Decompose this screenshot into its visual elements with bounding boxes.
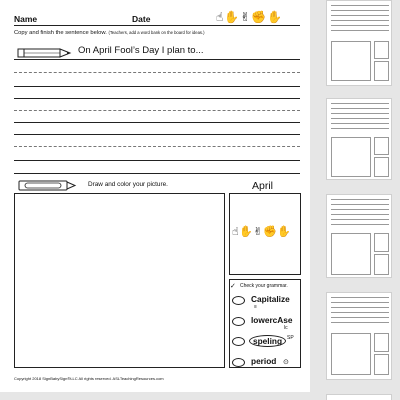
grammar-word: period [251,356,277,366]
writing-line [14,86,300,87]
page-thumbnail[interactable] [326,98,392,180]
name-label: Name [14,14,38,24]
instruction-note: (Teachers, add a word bank on the board for ideas.) [108,30,205,35]
page-thumbnail-strip[interactable] [318,0,400,400]
page-thumbnail[interactable] [326,292,392,380]
grammar-mark: ⊙ [283,359,289,366]
circle-icon [232,296,245,305]
draw-instruction: Draw and color your picture. [88,181,168,188]
grammar-check-label: Check your grammar. [240,283,288,289]
drawing-box [14,193,225,368]
copyright-text: Copyright 2018 SignBabySign®LLC All rights reserved. ASLTeachingResources.com [14,376,164,381]
crayon-icon [17,180,77,191]
circle-icon [232,358,245,367]
instruction-text [14,30,205,36]
sentence-prompt: On April Fool’s Day I plan to... [78,45,204,56]
page-thumbnail[interactable] [326,194,392,278]
writing-line [14,134,300,135]
page-thumbnail[interactable] [326,0,392,86]
circle-icon [232,337,245,346]
writing-line [14,59,300,60]
month-label: April [252,180,274,192]
grammar-mark: SP [287,335,294,341]
page-thumbnail[interactable] [326,394,392,400]
grammar-word: Capitalize [251,294,290,304]
writing-line [14,98,300,99]
writing-line [14,173,300,174]
grammar-word: speling [249,335,286,347]
writing-line [14,160,300,161]
date-label: Date [132,14,151,24]
writing-line [14,122,300,123]
pencil-icon [17,47,73,59]
writing-guide-line [14,110,300,111]
grammar-word: lowercAse [251,315,293,325]
header-underline [14,25,300,26]
instruction-main: Copy and finish the sentence below. [14,30,107,36]
check-icon: ✓ [230,282,236,290]
asl-fingerspelling-month: ☝✋✌✊✋ [232,225,292,238]
writing-guide-line [14,146,300,147]
asl-fingerspelling-top: ☝✋✌✊✋ [216,10,284,24]
grammar-mark: ≡ [254,304,257,310]
circle-icon [232,317,245,326]
grammar-mark: lc [284,325,288,331]
writing-guide-line [14,72,300,73]
